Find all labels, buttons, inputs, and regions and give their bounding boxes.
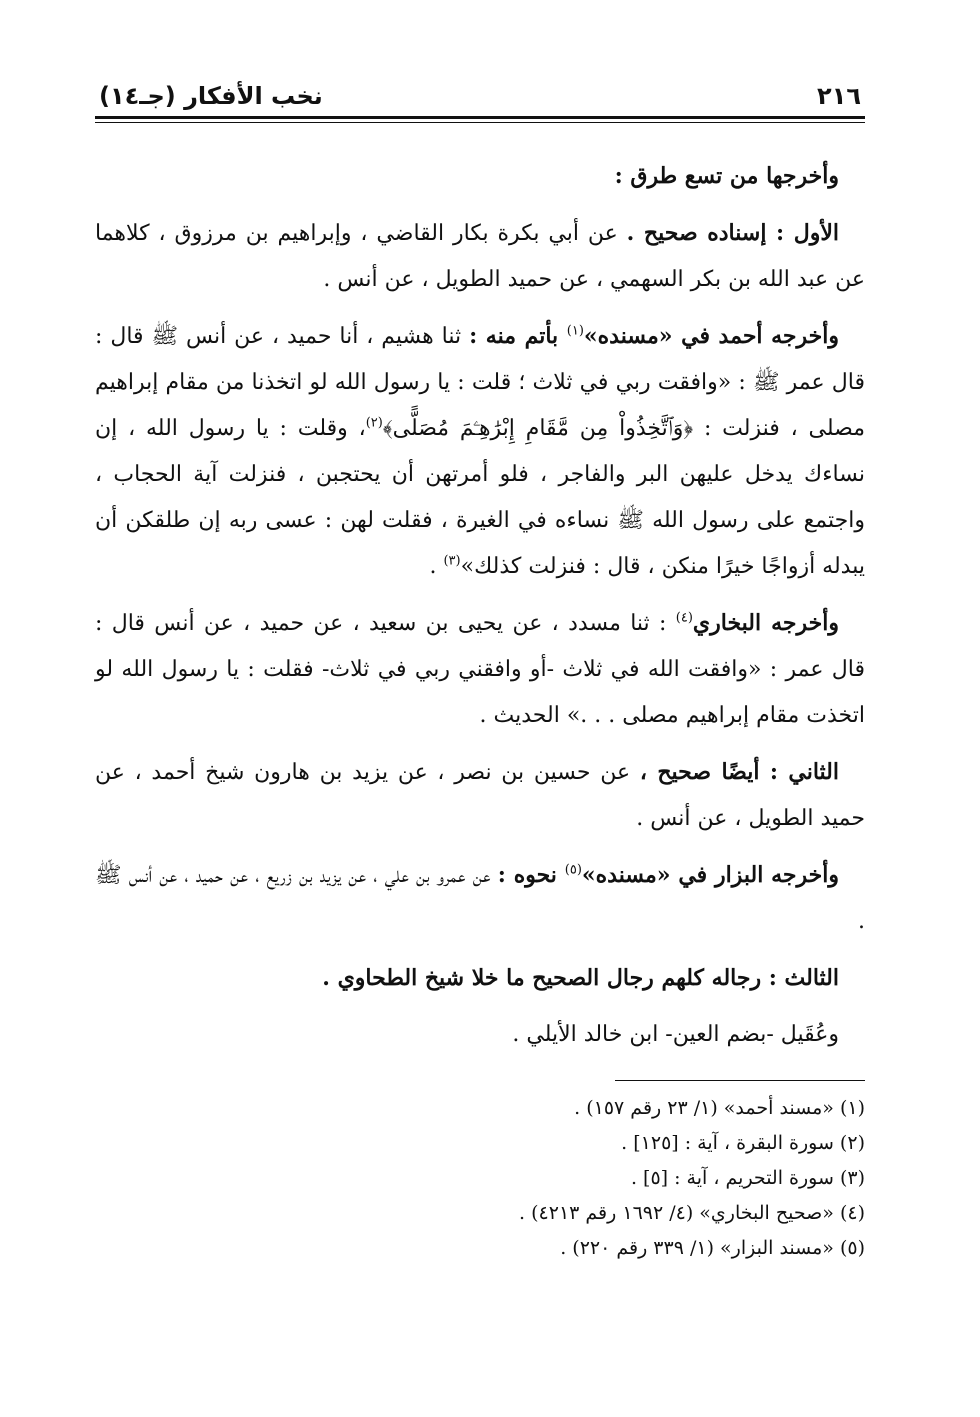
paragraph-lead-2: بأتم منه : [469,323,567,349]
paragraph-third-chain [95,955,865,1002]
paragraph-text: وعُقَيل -بضم العين- ابن خالد الأيلي . [512,1022,839,1047]
paragraph-lead: وأخرجها من تسع طرق : [614,163,839,189]
paragraph-lead: وأخرجه أحمد في «مسنده» [583,323,839,349]
paragraph-lead: الثاني : أيضًا صحيح ، [639,759,839,785]
footnote-2: (٢) سورة البقرة ، آية : [١٢٥] . [621,1132,865,1154]
paragraph-uqayl [95,1012,865,1058]
book-page [95,70,865,1266]
book-title: نخب الأفكار (جـ١٤) [99,82,323,110]
footnote-3: (٣) سورة التحريم ، آية : [٥] . [630,1167,865,1189]
footnotes [95,1091,865,1266]
footnote-ref-3[interactable]: (٣) [443,553,461,569]
paragraph-lead: الأول : إسناده صحيح . [626,220,839,246]
paragraph-lead-2: نحوه : [497,862,565,888]
paragraph-intro [95,153,865,200]
paragraph-text-3: . [429,554,444,579]
header-rule-thick [95,116,865,119]
paragraph-second-chain [95,749,865,842]
paragraph-text: : ثنا مسدد ، عن يحيى بن سعيد ، عن حميد ، عن أنس قال : قال عمر : «وافقت الله في ثلاث -أو وافقني ربي في ثلاث- فقلت : يا رسول الله لو اتخذت مقام إبراهيم مصلى . . .» الحديث . [95,611,865,728]
footnote-4: (٤) «صحيح البخاري» (٤/ ١٦٩٢ رقم ٤٢١٣) . [519,1202,865,1224]
paragraph-lead: الثالث : رجاله كلهم رجال الصحيح ما خلا شيخ الطحاوي . [322,965,839,991]
paragraph-ahmad [95,313,865,590]
footnote-ref-4[interactable]: (٤) [675,610,693,626]
paragraph-lead: وأخرجه البخاري [692,610,839,636]
paragraph-text: ثنا هشيم ، أنا حميد ، عن أنس ﷺ قال : قال عمر ﷺ : «وافقت ربي في ثلاث ؛ قلت : يا رسول الله لو اتخذنا من مقام إبراهيم مصلى ، فنزلت : ﴿وَٱتَّخِذُواْ مِن مَّقَامِ إِبْرَٰهِـۧمَ مُصَلًّى﴾ [95,324,865,441]
paragraph-text: عن عمرو بن علي ، عن يزيد بن زريع ، عن حميد ، عن أنس ﷺ . [95,863,865,934]
header-rule-thin [95,122,865,123]
paragraph-bukhari [95,600,865,739]
footnote-ref-5[interactable]: (٥) [564,862,582,878]
paragraph-text: عن أبي بكرة بكار القاضي ، وإبراهيم بن مرزوق ، كلاهما عن عبد الله بن بكر السهمي ، عن حميد الطويل ، عن أنس . [95,221,865,292]
footnote-ref-2[interactable]: (٢) [365,415,383,431]
paragraph-first-chain [95,210,865,303]
page-number: ٢١٦ [817,82,861,110]
running-header [95,70,865,110]
footnote-separator [615,1080,865,1081]
paragraph-bazzar [95,852,865,945]
paragraph-lead: وأخرجه البزار في «مسنده» [581,862,839,888]
footnote-ref-1[interactable]: (١) [566,323,584,339]
paragraph-text-2: ، وقلت : يا رسول الله ، إن نساءك يدخل عليهن البر والفاجر ، فلو أمرتهن أن يحتجبن ، فنزلت آية الحجاب ، واجتمع على رسول الله ﷺ نساءه في الغيرة ، فقلت لهن : عسى ربه إن طلقكن أن يبدله أزواجًا خيرًا منكن ، قال : فنزلت كذلك» [95,416,865,579]
paragraph-text: عن حسين بن نصر ، عن يزيد بن هارون شيخ أحمد ، عن حميد الطويل ، عن أنس . [95,760,865,831]
footnote-1: (١) «مسند أحمد» (١/ ٢٣ رقم ١٥٧) . [574,1097,865,1119]
footnote-5: (٥) «مسند البزار» (١/ ٣٣٩ رقم ٢٢٠) . [560,1237,865,1259]
main-text [95,153,865,1058]
